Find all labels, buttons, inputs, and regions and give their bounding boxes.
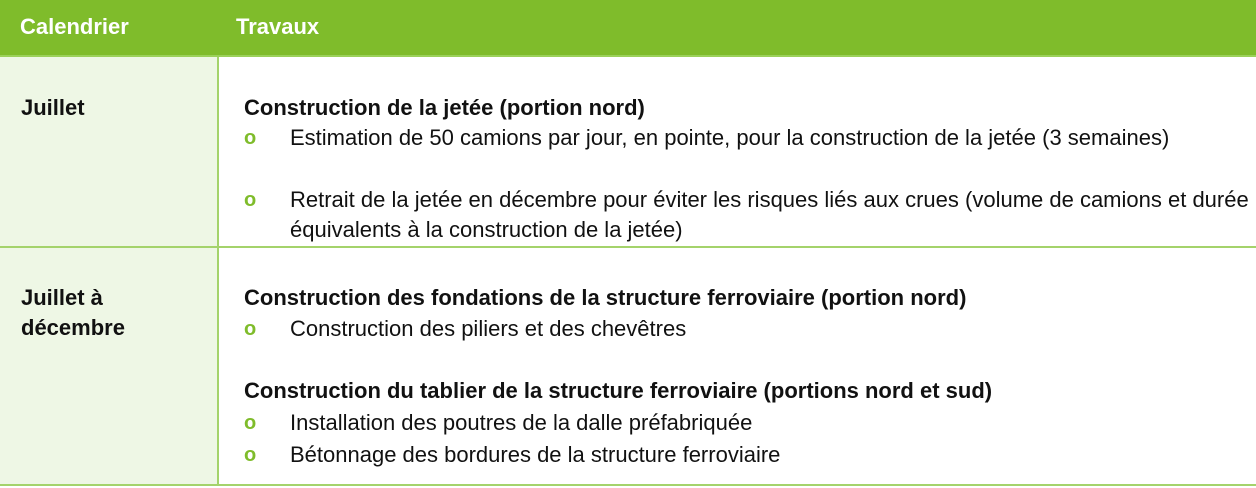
list-item bbox=[244, 314, 1256, 344]
list-item-text: Retrait de la jetée en décembre pour éviter les risques liés aux crues (volume de camions et durée équivalents à la construction de la jetée) bbox=[290, 187, 1249, 242]
list-item-text: Bétonnage des bordures de la structure ferroviaire bbox=[290, 442, 781, 467]
work-cell bbox=[221, 57, 1256, 246]
header-calendrier: Calendrier bbox=[20, 14, 129, 39]
calendar-cell bbox=[0, 57, 219, 246]
bullet-marker: o bbox=[244, 444, 257, 466]
bullet-marker: o bbox=[244, 412, 257, 434]
table-header bbox=[0, 0, 1256, 57]
calendar-cell bbox=[0, 248, 219, 484]
work-block-title: Construction des fondations de la structure ferroviaire (portion nord) bbox=[244, 285, 967, 310]
header-travaux: Travaux bbox=[236, 14, 320, 39]
list-item bbox=[244, 123, 1256, 153]
table-row bbox=[0, 248, 1256, 486]
list-item bbox=[244, 440, 1256, 470]
bullet-marker: o bbox=[244, 189, 257, 211]
work-cell bbox=[221, 248, 1256, 484]
work-block-title: Construction de la jetée (portion nord) bbox=[244, 95, 645, 120]
table-row bbox=[0, 57, 1256, 248]
list-item-text: Installation des poutres de la dalle préfabriquée bbox=[290, 410, 753, 435]
list-item bbox=[244, 408, 1256, 438]
list-item-text: Construction des piliers et des chevêtres bbox=[290, 316, 687, 341]
bullet-marker: o bbox=[244, 318, 257, 340]
period-label: Juillet bbox=[21, 95, 85, 120]
list-item bbox=[244, 185, 1256, 245]
work-block-title: Construction du tablier de la structure ferroviaire (portions nord et sud) bbox=[244, 378, 993, 403]
list-item-text: Estimation de 50 camions par jour, en pointe, pour la construction de la jetée (3 semaines) bbox=[290, 125, 1170, 150]
bullet-marker: o bbox=[244, 127, 257, 149]
period-label: Juillet à décembre bbox=[21, 285, 125, 340]
